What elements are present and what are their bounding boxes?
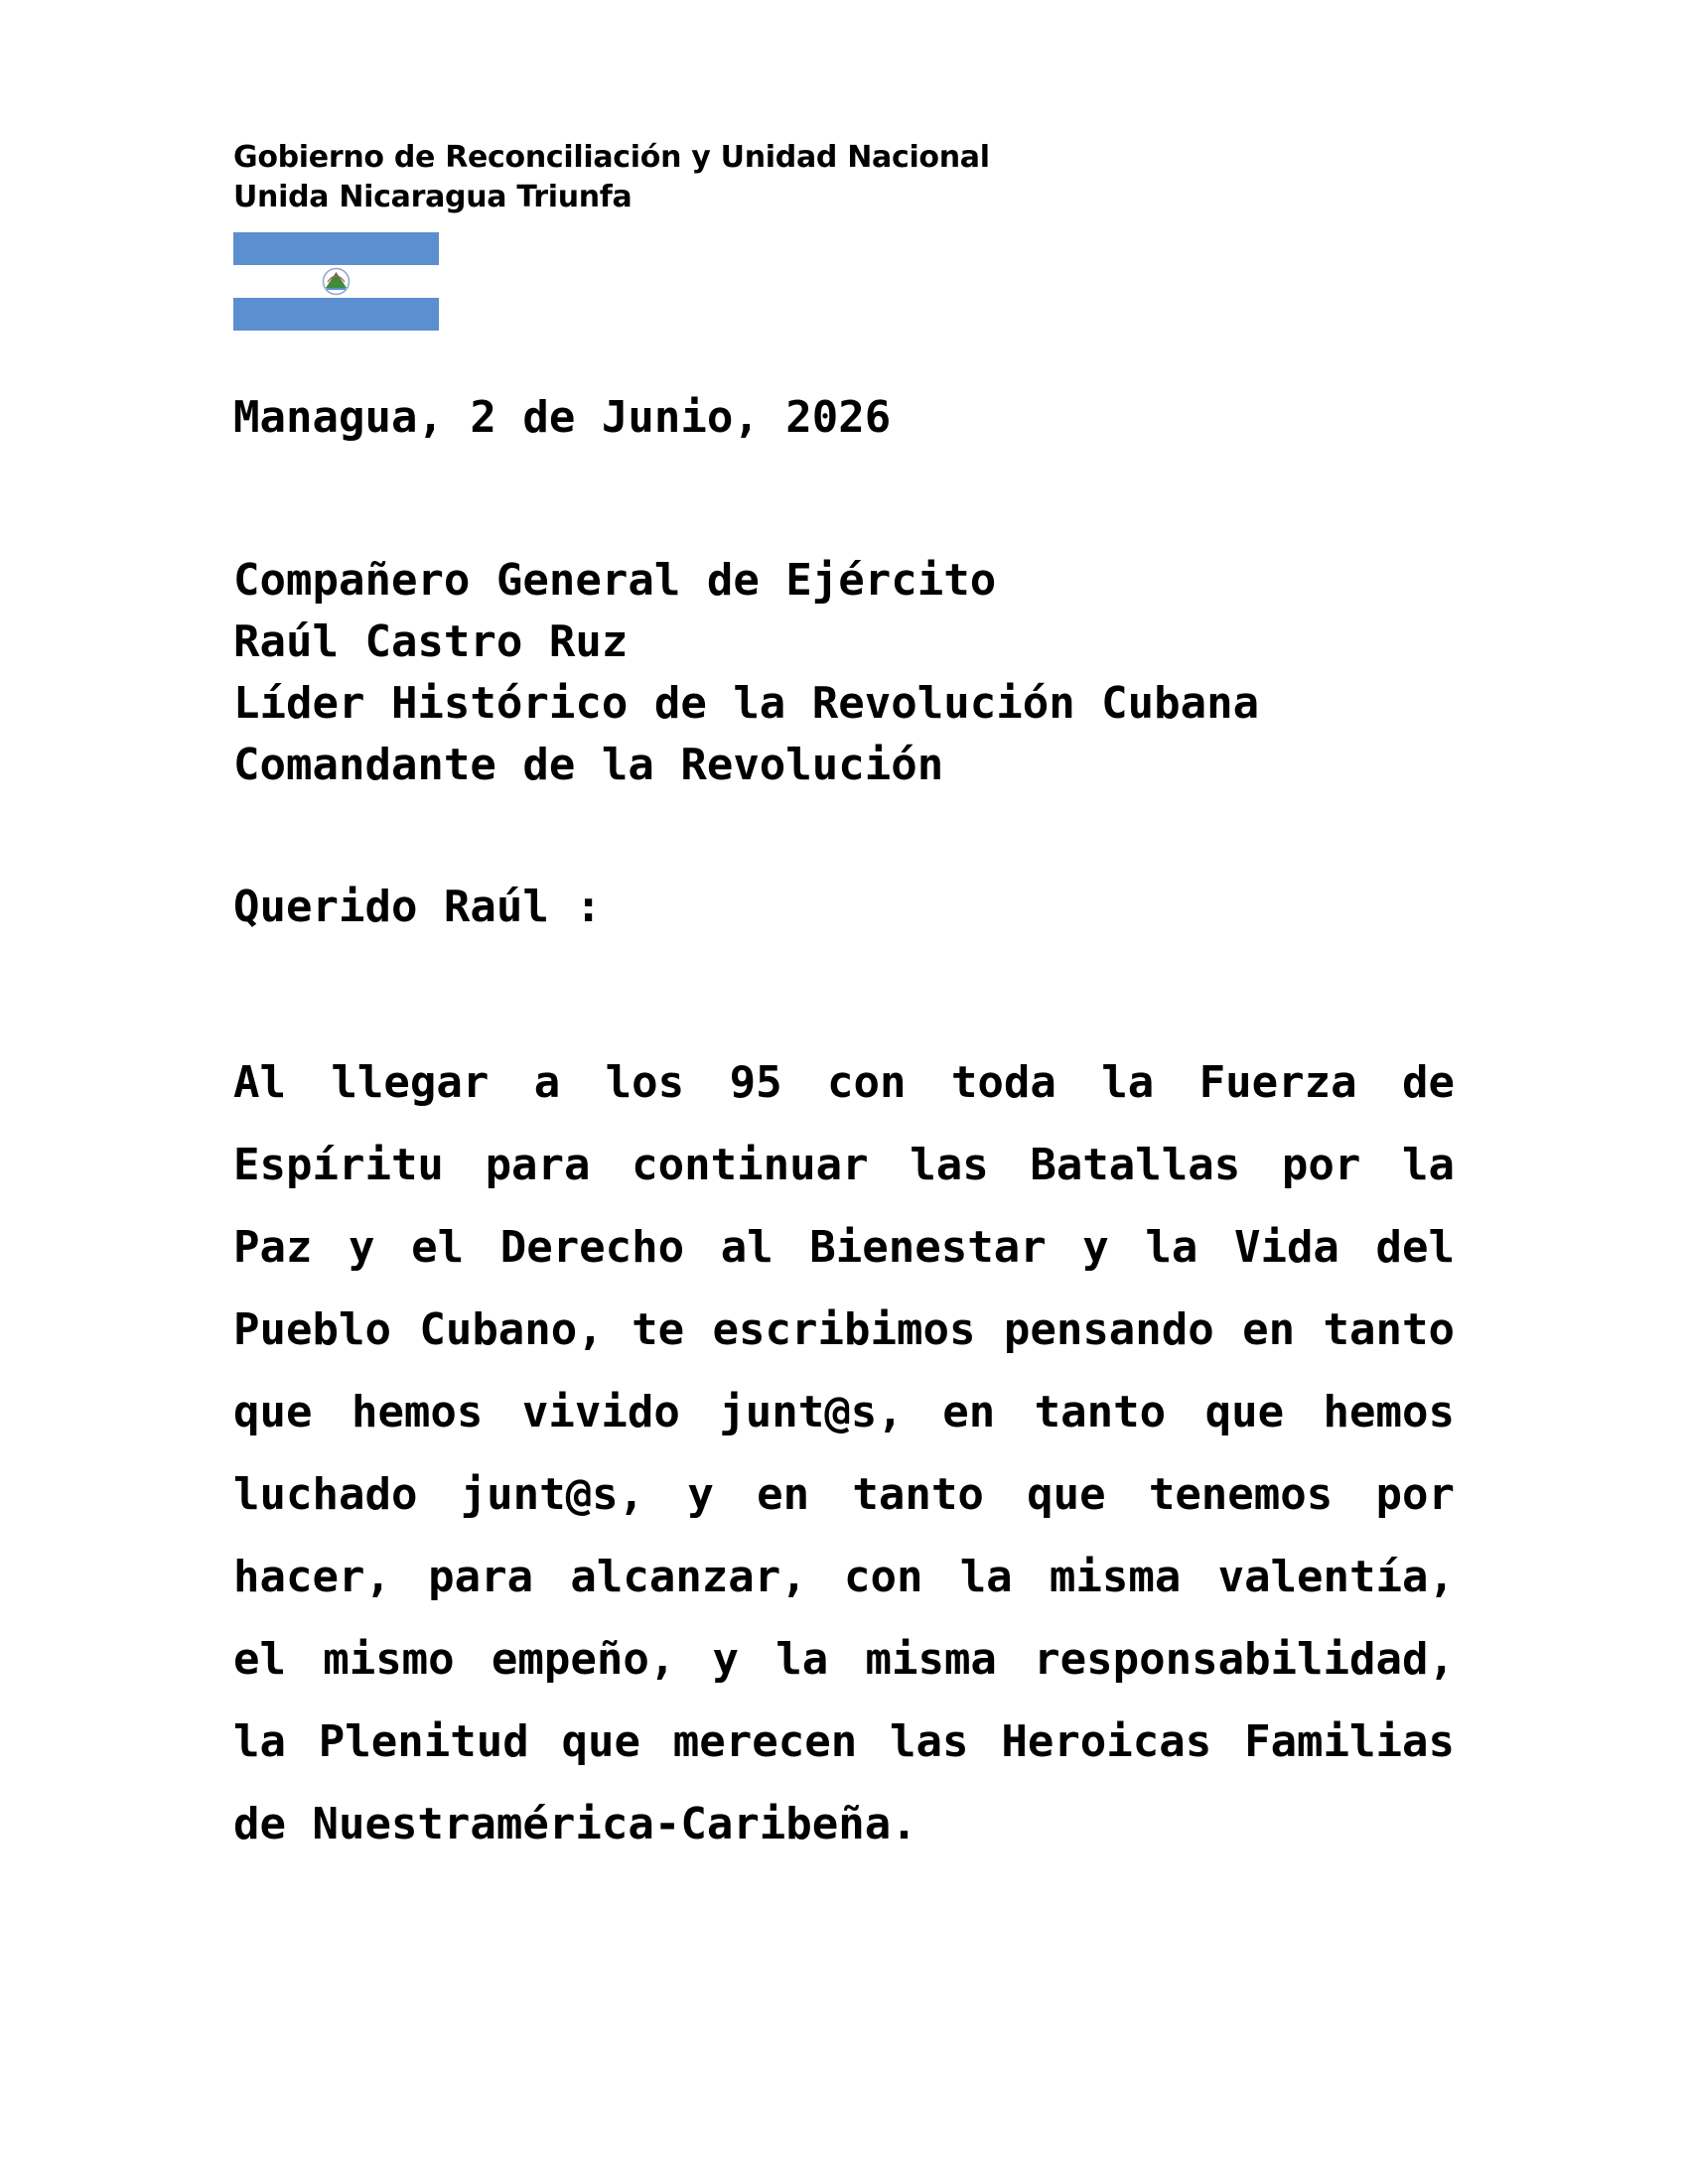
body-line: Al llegar a los 95 con toda la Fuerza de [233, 1057, 1455, 1108]
body-line: luchado junt@s, y en tanto que tenemos por [233, 1469, 1455, 1520]
letter-date: Managua, 2 de Junio, 2026 [233, 392, 892, 443]
body-line: de Nuestramérica-Caribeña. [233, 1799, 917, 1849]
body-line: Pueblo Cubano, te escribimos pensando en tanto [233, 1304, 1455, 1355]
body-line: Paz y el Derecho al Bienestar y la Vida del [233, 1222, 1455, 1273]
letterhead [233, 138, 990, 217]
letterhead-government-name: Gobierno de Reconciliación y Unidad Nacional [233, 140, 990, 175]
letterhead-slogan: Unida Nicaragua Triunfa [233, 180, 633, 214]
salutation: Querido Raúl : [233, 882, 602, 932]
nicaragua-flag-icon [233, 232, 439, 331]
letter-body [233, 1041, 1455, 1865]
body-line: hacer, para alcanzar, con la misma valentía, [233, 1552, 1455, 1602]
body-line: Espíritu para continuar las Batallas por la [233, 1140, 1455, 1190]
body-line: el mismo empeño, y la misma responsabilidad, [233, 1634, 1455, 1685]
recipient-name: Raúl Castro Ruz [233, 616, 629, 667]
recipient-title: Compañero General de Ejército [233, 555, 997, 606]
body-line: que hemos vivido junt@s, en tanto que hemos [233, 1387, 1455, 1437]
recipient-rank: Comandante de la Revolución [233, 740, 944, 790]
body-line: la Plenitud que merecen las Heroicas Familias [233, 1716, 1455, 1767]
recipient-role: Líder Histórico de la Revolución Cubana [233, 678, 1260, 729]
recipient-block [233, 550, 1259, 796]
